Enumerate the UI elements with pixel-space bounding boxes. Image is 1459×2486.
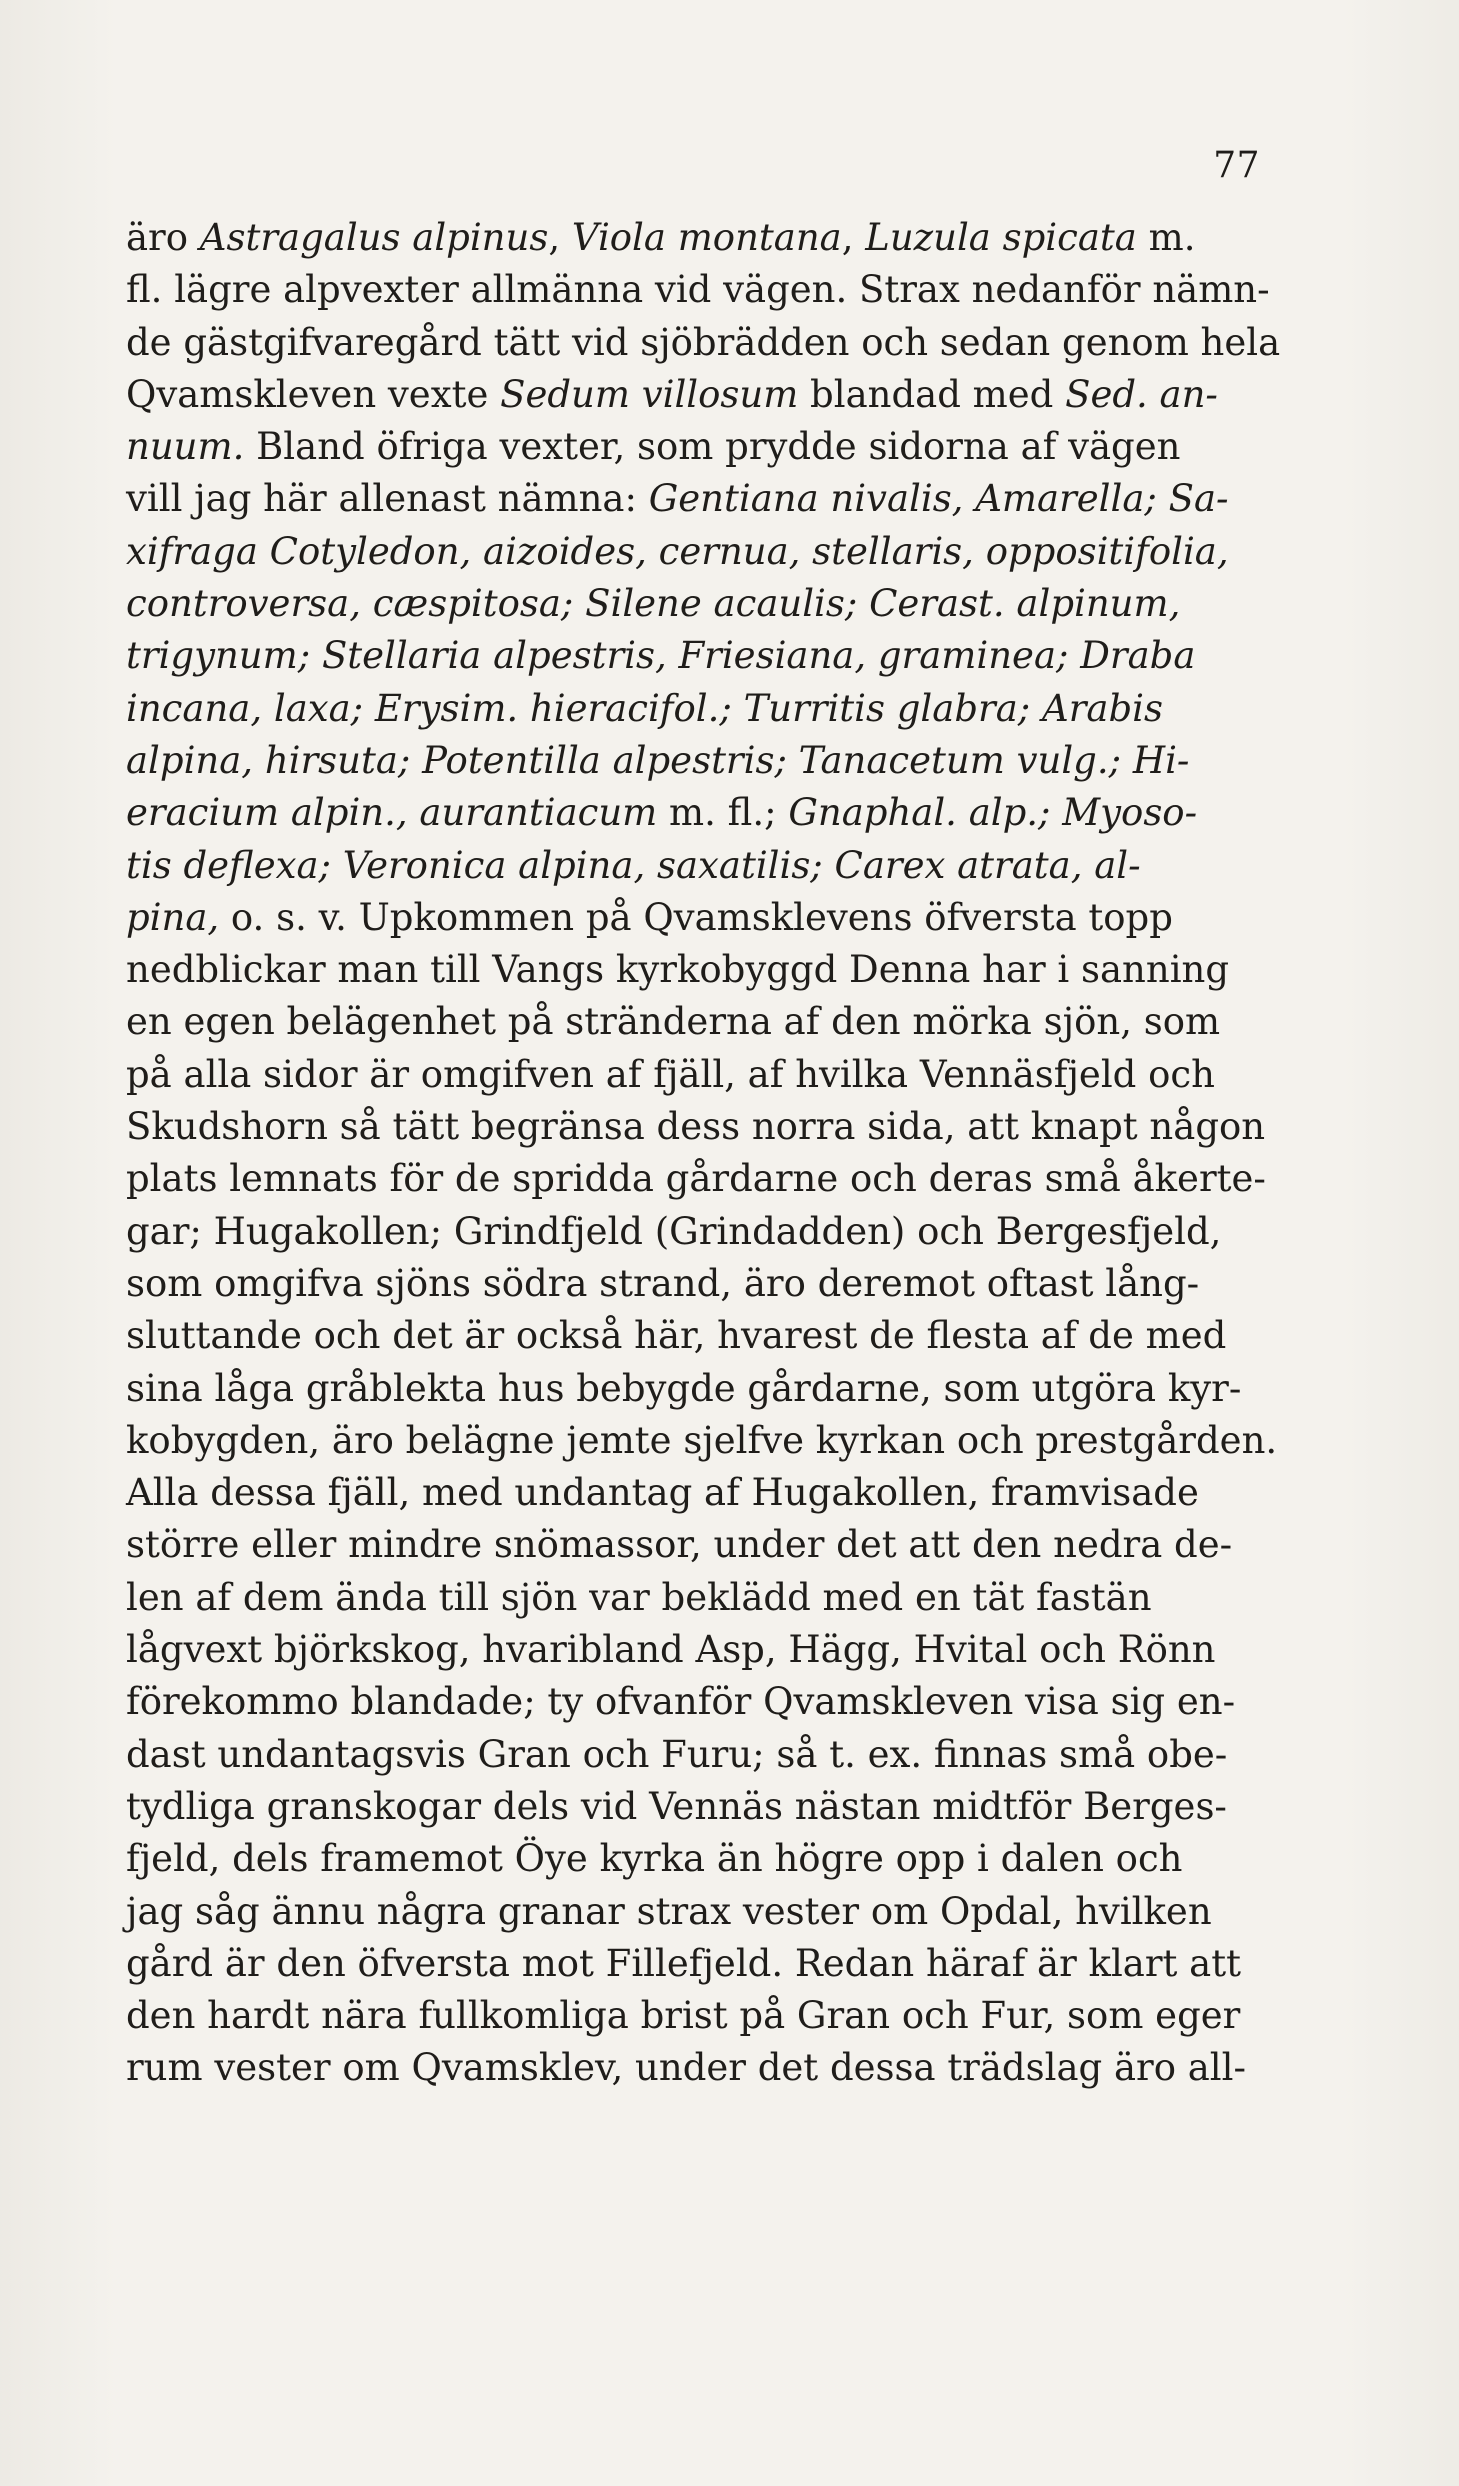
text-line <box>126 1781 1288 1833</box>
text-line <box>126 840 1288 892</box>
text-line <box>126 1990 1288 2042</box>
italic-text-segment: Gentiana nivalis, Amarella; Sa- <box>648 477 1229 521</box>
text-line <box>126 787 1288 839</box>
text-line <box>126 2042 1288 2094</box>
text-segment: , <box>548 216 572 259</box>
italic-text-segment: tis deflexa; Veronica alpina, saxatilis; Carex atrata, al- <box>126 843 1141 887</box>
text-segment: dast undantagsvis Gran och Furu; så t. ex. finnas små obe- <box>126 1732 1228 1776</box>
text-segment: blandad med <box>798 372 1066 416</box>
text-segment: tydliga granskogar dels vid Vennäs nästan midtför Berges- <box>126 1784 1227 1828</box>
italic-text-segment: Gnaphal. alp.; Myoso- <box>788 791 1198 835</box>
italic-text-segment: nuum. <box>126 425 245 469</box>
text-line <box>126 421 1288 473</box>
text-segment: len af dem ända till sjön var beklädd med en tät fastän <box>126 1575 1152 1619</box>
italic-text-segment: trigynum; Stellaria alpestris, Friesiana, graminea; Draba <box>126 634 1196 678</box>
text-line <box>126 212 1288 264</box>
text-line <box>126 1049 1288 1101</box>
text-line <box>126 369 1288 421</box>
body-text <box>126 212 1288 2095</box>
text-segment: jag såg ännu några granar strax vester om Opdal, hvilken <box>126 1889 1212 1933</box>
text-line <box>126 1833 1288 1885</box>
text-segment: m. fl.; <box>657 791 789 835</box>
text-segment: nedblickar man till Vangs kyrkobyggd Denna har i sanning <box>126 948 1230 992</box>
text-segment: Qvamskleven vexte <box>126 372 501 416</box>
text-line <box>126 1153 1288 1205</box>
text-segment: förekommo blandade; ty ofvanför Qvamskleven visa sig en- <box>126 1680 1236 1724</box>
text-line <box>126 317 1288 369</box>
italic-text-segment: Sedum villosum <box>500 372 799 416</box>
text-segment: större eller mindre snömassor, under det att den nedra de- <box>126 1523 1233 1567</box>
text-line <box>126 1258 1288 1310</box>
text-segment: m. <box>1136 216 1196 259</box>
text-line <box>126 892 1288 944</box>
text-line <box>126 264 1288 316</box>
text-line <box>126 1310 1288 1362</box>
text-segment: gård är den öfversta mot Fillefjeld. Redan häraf är klart att <box>126 1941 1241 1985</box>
text-line <box>126 1363 1288 1415</box>
italic-text-segment: alpina, hirsuta; Potentilla alpestris; Tanacetum vulg.; Hi- <box>126 738 1190 782</box>
text-line <box>126 1938 1288 1990</box>
italic-text-segment: xifraga Cotyledon, aizoides, cernua, stellaris, oppositifolia, <box>126 529 1229 573</box>
text-line <box>126 1206 1288 1258</box>
text-segment: den hardt nära fullkomliga brist på Gran och Fur, som eger <box>126 1994 1241 2038</box>
text-segment: o. s. v. Upkommen på Qvamsklevens öfversta topp <box>219 895 1173 939</box>
text-segment: sina låga gråblekta hus bebygde gårdarne, som utgöra kyr- <box>126 1366 1242 1410</box>
text-line <box>126 1101 1288 1153</box>
italic-text-segment: Viola montana <box>571 216 842 259</box>
text-line <box>126 526 1288 578</box>
text-line <box>126 1729 1288 1781</box>
text-segment: fjeld, dels framemot Öye kyrka än högre opp i dalen och <box>126 1837 1183 1881</box>
italic-text-segment: Astragalus alpinus <box>199 216 549 259</box>
text-line <box>126 473 1288 525</box>
text-line <box>126 996 1288 1048</box>
text-line <box>126 630 1288 682</box>
text-line <box>126 1519 1288 1571</box>
text-segment: äro <box>126 216 200 259</box>
text-segment: de gästgifvaregård tätt vid sjöbrädden och sedan genom hela <box>126 320 1281 364</box>
text-line <box>126 1572 1288 1624</box>
italic-text-segment: pina, <box>126 895 220 939</box>
page-number: 77 <box>1213 145 1260 186</box>
text-line <box>126 578 1288 630</box>
text-line <box>126 683 1288 735</box>
text-segment: rum vester om Qvamsklev, under det dessa trädslag äro all- <box>126 2046 1246 2090</box>
text-segment: en egen belägenhet på stränderna af den mörka sjön, som <box>126 1000 1221 1044</box>
italic-text-segment: Sed. an- <box>1065 372 1218 416</box>
text-segment: Bland öfriga vexter, som prydde sidorna af vägen <box>244 425 1181 469</box>
text-line <box>126 1415 1288 1467</box>
text-segment: på alla sidor är omgifven af fjäll, af hvilka Vennäsfjeld och <box>126 1052 1215 1096</box>
text-segment: lågvext björkskog, hvaribland Asp, Hägg, Hvital och Rönn <box>126 1628 1216 1672</box>
text-line <box>126 1676 1288 1728</box>
text-segment: Skudshorn så tätt begränsa dess norra sida, att knapt någon <box>126 1105 1266 1149</box>
text-segment: Alla dessa fjäll, med undantag af Hugakollen, framvisade <box>126 1471 1199 1515</box>
text-segment: gar; Hugakollen; Grindfjeld (Grindadden) och Bergesfjeld, <box>126 1209 1222 1253</box>
text-segment: kobygden, äro belägne jemte sjelfve kyrkan och prestgården. <box>126 1418 1278 1462</box>
text-segment: vill jag här allenast nämna: <box>126 477 649 521</box>
text-line <box>126 944 1288 996</box>
italic-text-segment: incana, laxa; Erysim. hieracifol.; Turritis glabra; Arabis <box>126 686 1163 730</box>
italic-text-segment: controversa, cæspitosa; Silene acaulis; Cerast. alpinum, <box>126 582 1181 626</box>
text-line <box>126 1624 1288 1676</box>
text-segment: plats lemnats för de spridda gårdarne och deras små åkerte- <box>126 1157 1266 1201</box>
text-line <box>126 735 1288 787</box>
text-line <box>126 1467 1288 1519</box>
italic-text-segment: Luzula spicata <box>865 216 1137 259</box>
text-line <box>126 1886 1288 1938</box>
text-segment: fl. lägre alpvexter allmänna vid vägen. Strax nedanför nämn- <box>126 268 1270 312</box>
text-segment: , <box>841 216 866 259</box>
text-segment: som omgifva sjöns södra strand, äro deremot oftast lång- <box>126 1261 1200 1305</box>
text-segment: sluttande och det är också här, hvarest de flesta af de med <box>126 1314 1227 1358</box>
italic-text-segment: eracium alpin., aurantiacum <box>126 791 658 835</box>
